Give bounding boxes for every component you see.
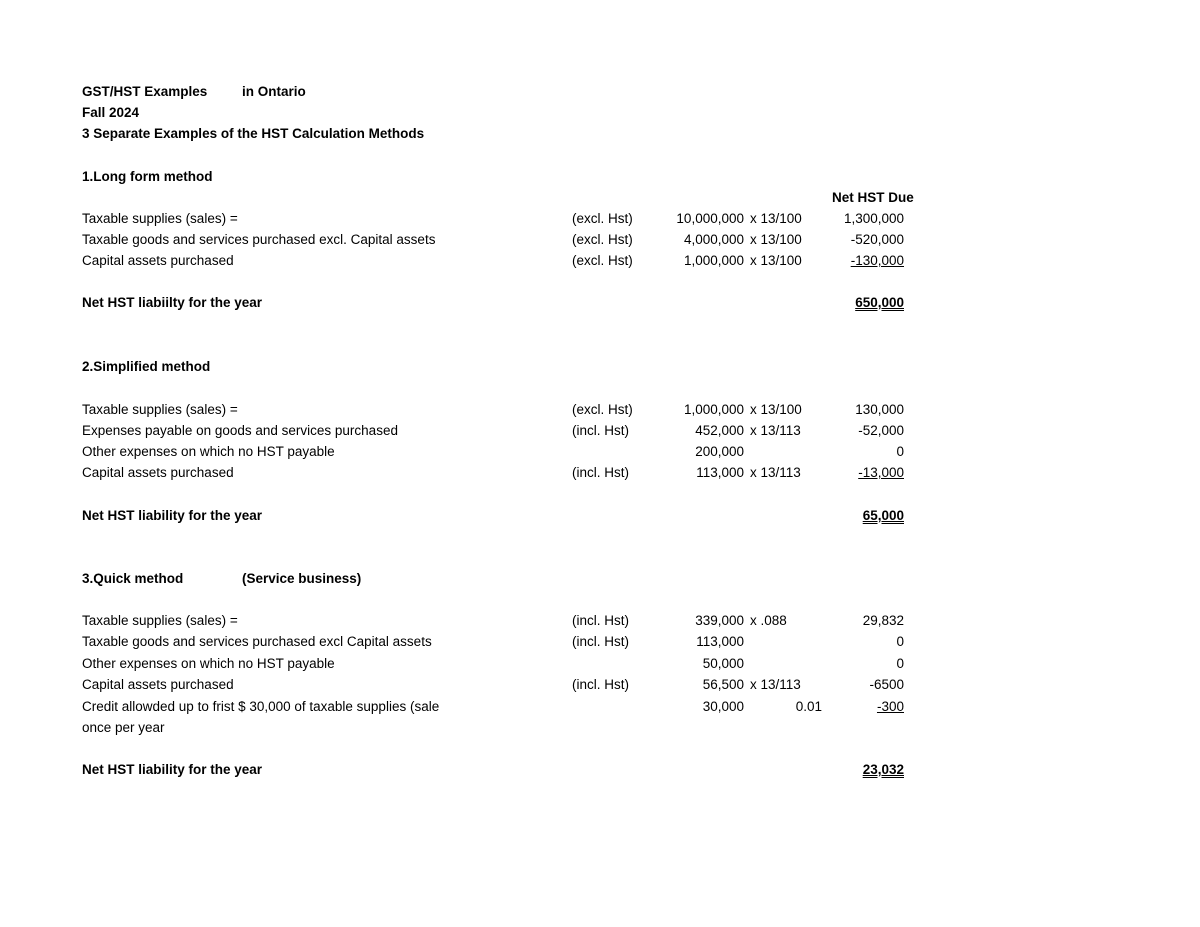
row-amount: 10,000,000 — [676, 211, 744, 226]
row-amount: 452,000 — [695, 423, 744, 438]
long-form-total-value: 650,000 — [855, 295, 904, 310]
row-label: Other expenses on which no HST payable — [82, 444, 335, 459]
row-amount: 4,000,000 — [683, 232, 744, 247]
row-rate: x 13/113 — [750, 465, 801, 480]
row-amount: 1,000,000 — [683, 253, 744, 268]
row-rate: x 13/100 — [750, 253, 802, 268]
row-due: 0 — [896, 634, 904, 649]
row-amount: 30,000 — [702, 699, 744, 714]
row-rate: x 13/113 — [750, 423, 801, 438]
row-label: Capital assets purchased — [82, 465, 234, 480]
net-hst-due-header: Net HST Due — [832, 190, 914, 205]
row-due: 0 — [896, 656, 904, 671]
row-label: Expenses payable on goods and services purchased — [82, 423, 398, 438]
document-title-location: in Ontario — [242, 84, 306, 99]
row-due: -13,000 — [858, 465, 904, 480]
row-due: -52,000 — [858, 423, 904, 438]
row-rate: x 13/100 — [750, 211, 802, 226]
row-rate: x 13/100 — [750, 402, 802, 417]
row-label: Taxable goods and services purchased excl. Capital assets — [82, 232, 436, 247]
row-basis: (excl. Hst) — [572, 253, 633, 268]
row-amount: 1,000,000 — [683, 402, 744, 417]
quick-total-value: 23,032 — [862, 762, 904, 777]
row-amount: 56,500 — [702, 677, 744, 692]
simplified-heading: 2.Simplified method — [82, 359, 211, 374]
quick-heading-note: (Service business) — [242, 571, 362, 586]
row-due: -6500 — [869, 677, 904, 692]
row-amount: 200,000 — [695, 444, 744, 459]
row-label: Credit allowded up to frist $ 30,000 of taxable supplies (sale — [82, 699, 440, 714]
quick-total-label: Net HST liability for the year — [82, 762, 263, 777]
row-due: -300 — [876, 699, 904, 714]
document-term: Fall 2024 — [82, 105, 140, 120]
row-basis: (excl. Hst) — [572, 211, 633, 226]
row-basis: (incl. Hst) — [572, 423, 629, 438]
row-label: Taxable supplies (sales) = — [82, 402, 238, 417]
row-label: Capital assets purchased — [82, 253, 234, 268]
long-form-heading: 1.Long form method — [82, 169, 213, 184]
row-rate: x 13/100 — [750, 232, 802, 247]
row-due: 130,000 — [855, 402, 904, 417]
row-amount: 339,000 — [695, 613, 744, 628]
row-label: Taxable supplies (sales) = — [82, 613, 238, 628]
row-basis: (excl. Hst) — [572, 232, 633, 247]
simplified-total-label: Net HST liability for the year — [82, 508, 263, 523]
row-basis: (incl. Hst) — [572, 465, 629, 480]
row-due: 0 — [896, 444, 904, 459]
row-basis: (incl. Hst) — [572, 634, 629, 649]
row-due: -520,000 — [850, 232, 904, 247]
document-title: GST/HST Examples — [82, 84, 208, 99]
row-basis: (incl. Hst) — [572, 677, 629, 692]
row-label: Capital assets purchased — [82, 677, 234, 692]
row-basis: (incl. Hst) — [572, 613, 629, 628]
row-basis: (excl. Hst) — [572, 402, 633, 417]
row-label: Other expenses on which no HST payable — [82, 656, 335, 671]
row-amount: 50,000 — [702, 656, 744, 671]
row-rate: x 13/113 — [750, 677, 801, 692]
row-due: -130,000 — [850, 253, 904, 268]
row-due: 1,300,000 — [843, 211, 904, 226]
row-due: 29,832 — [862, 613, 904, 628]
row-amount: 113,000 — [696, 465, 744, 480]
quick-heading: 3.Quick method — [82, 571, 184, 586]
row-amount: 113,000 — [696, 634, 744, 649]
row-rate: x .088 — [750, 613, 787, 628]
simplified-total-value: 65,000 — [862, 508, 904, 523]
document-subtitle: 3 Separate Examples of the HST Calculation Methods — [82, 126, 425, 141]
row-label: Taxable goods and services purchased excl Capital assets — [82, 634, 432, 649]
row-label: Taxable supplies (sales) = — [82, 211, 238, 226]
long-form-total-label: Net HST liabiilty for the year — [82, 295, 263, 310]
row-rate: 0.01 — [795, 699, 822, 714]
row-label-continued: once per year — [82, 720, 165, 735]
